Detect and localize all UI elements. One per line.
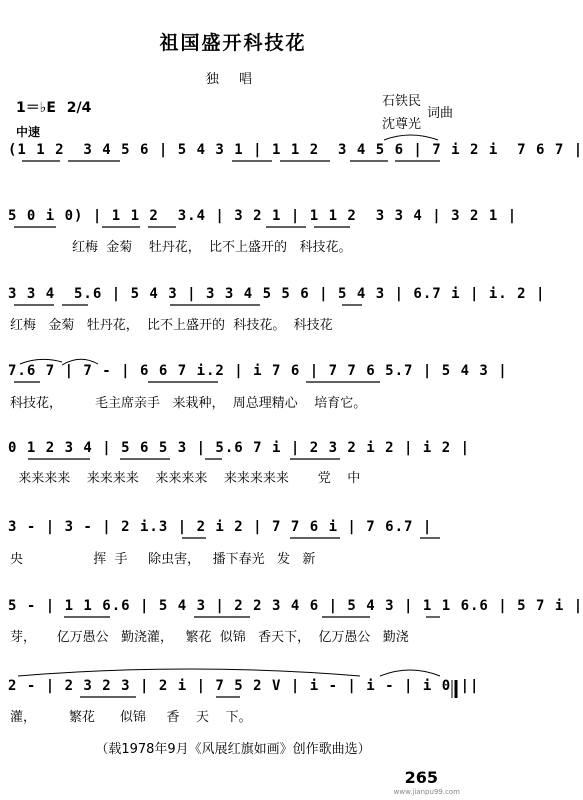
lyrics-line-7: 芽， 亿万愚公 勤浇灌， 繁花 似锦 香天下， 亿万愚公 勤浇 [10, 630, 409, 645]
lyrics-line-4: 科技花， 毛主席亲手 来栽种， 周总理精心 培育它。 [10, 396, 367, 411]
tempo-marking: 中速 [16, 125, 41, 139]
lyrics-line-2: 红梅 金菊 牡丹花， 比不上盛开的 科技花。 [10, 240, 352, 255]
watermark-text: www.jianpu99.com [393, 788, 460, 796]
lyrics-line-8: 灌， 繁花 似锦 香 天 下。 [10, 710, 252, 725]
composer-name: 沈尊光 [382, 117, 422, 132]
notation-line-1: (1 1 2 3 4 5 6 | 5 4 3 1 | 1 1 2 3 4 5 6 | 7 i 2 i 7 6 7 | [8, 142, 583, 158]
notation-line-3: 3 3 4 5.6 | 5 4 3 | 3 3 4 5 5 6 | 5 4 3 | 6.7 i | i. 2 | [8, 286, 546, 302]
notation-line-7: 5 - | 1 1 6.6 | 5 4 3 | 2 2 3 4 6 | 5 4 3 | 1 1 6.6 | 5 7 i | [8, 598, 583, 614]
lyricist-name: 石铁民 [382, 94, 422, 109]
notation-line-4: 7.6 7 | 7 - | 6 6 7 i.2 | i 7 6 | 7 7 6 5.7 | 5 4 3 | [8, 363, 508, 379]
source-note: （载1978年9月《风展红旗如画》创作歌曲选） [95, 742, 371, 757]
notation-line-2: 5 0 i 0) | 1 1 2 3.4 | 3 2 1 | 1 1 2 3 3 4 | 3 2 1 | [8, 208, 518, 224]
performance-type: 独 唱 [205, 72, 261, 87]
lyrics-line-5: 来来来来 来来来来 来来来来 来来来来来 党 中 [10, 471, 361, 486]
notation-line-5: 0 1 2 3 4 | 5 6 5 3 | 5.6 7 i | 2 3 2 i 2 | i 2 | [8, 440, 471, 456]
song-title: 祖国盛开科技花 [159, 32, 307, 54]
credit-role: 词曲 [427, 106, 454, 121]
lyrics-line-6: 央 挥 手 除虫害， 播下春光 发 新 [10, 552, 316, 567]
key-text: 1＝♭E [16, 100, 56, 116]
page-number: 265 [404, 768, 438, 787]
time-signature: 2/4 [66, 100, 92, 116]
lyrics-line-3: 红梅 金菊 牡丹花， 比不上盛开的 科技花。 科技花 [10, 318, 333, 333]
notation-line-6: 3 - | 3 - | 2 i.3 | 2 i 2 | 7 7 6 i | 7 6.7 | [8, 519, 433, 535]
notation-line-8: 2 - | 2 3 2 3 | 2 i | 7 5 2 V | i - | i - | i 0 || [8, 678, 480, 694]
